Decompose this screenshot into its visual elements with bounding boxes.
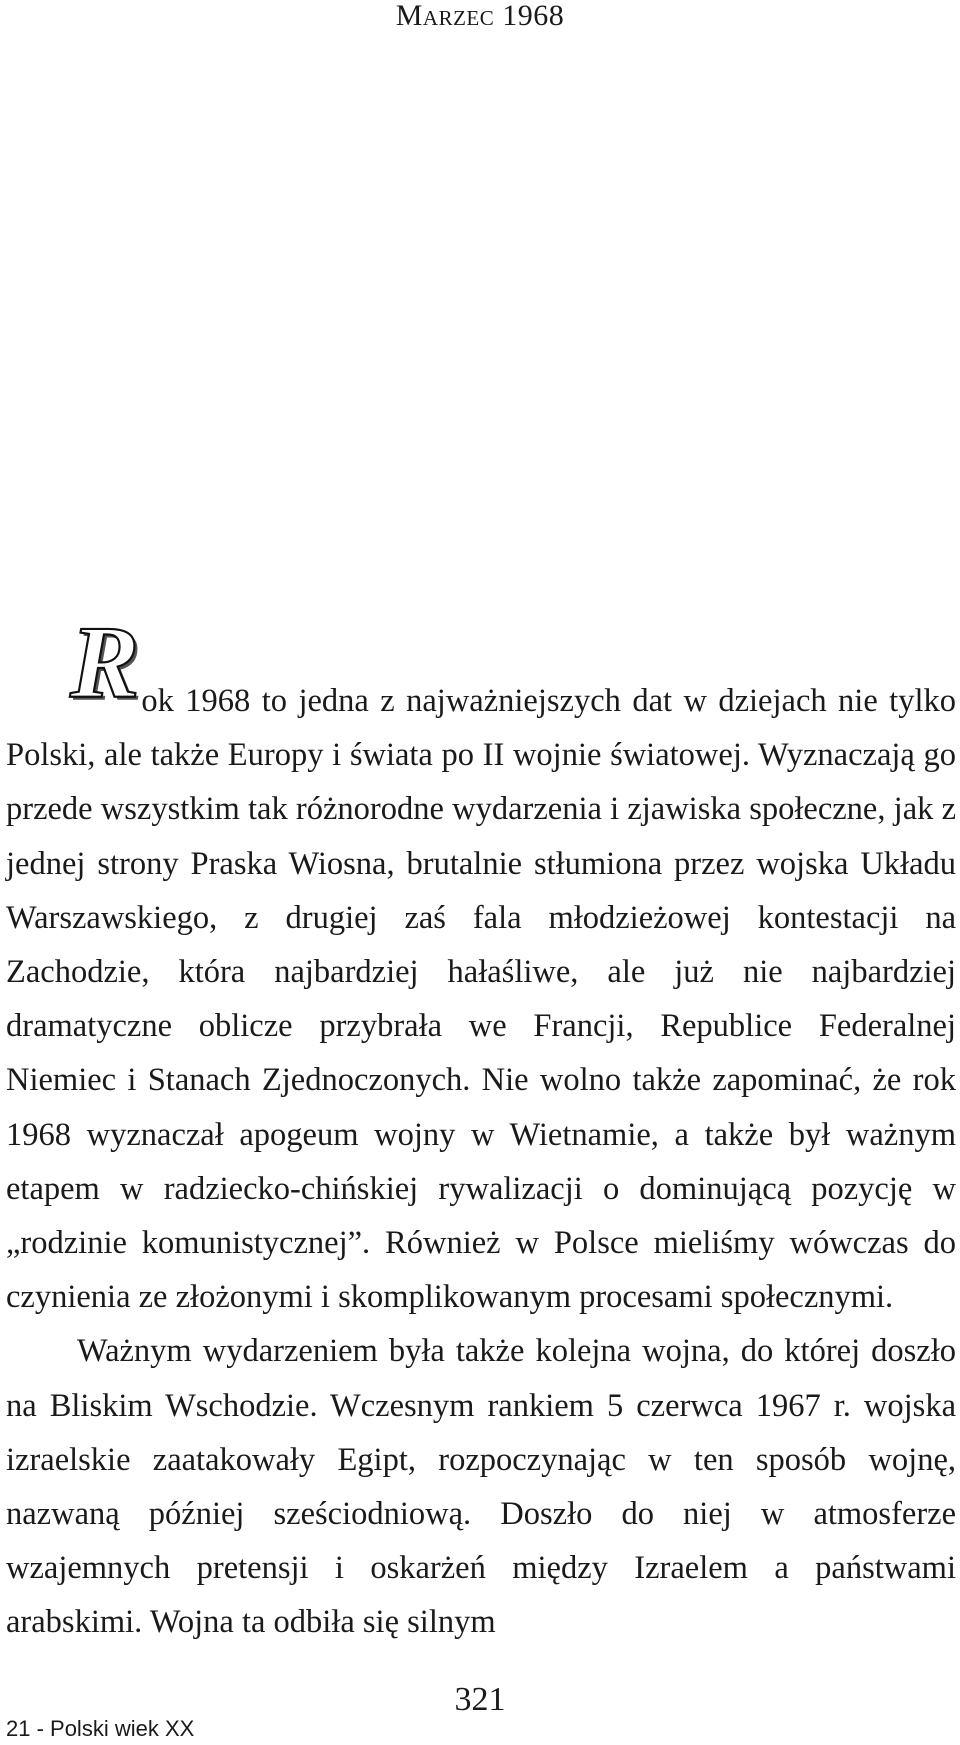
printer-signature: 21 - Polski wiek XX	[6, 1716, 195, 1741]
drop-cap-initial: R	[70, 605, 136, 720]
paragraph-2: Ważnym wydarzeniem była także kolejna wojna, do której doszło na Bliskim Wschodzie. Wczesnym rankiem 5 czerwca 1967 r. wojska izraelskie zaatakowały Egipt, rozpoczynając w ten sposób wojnę, nazwaną później sześciodniową. Doszło do niej w atmosferze wzajemnych pretensji i oskarżeń między Izraelem a państwami arabskimi. Wojna ta odbiła się silnym	[6, 1333, 956, 1641]
running-head: Marzec 1968	[395, 0, 565, 32]
paragraph-1	[6, 605, 956, 1324]
paragraph-1-text: ok 1968 to jedna z najważniejszych dat w dziejach nie tylko Polski, ale także Europy i świata po II wojnie światowej. Wyznaczają go przede wszystkim tak różnorodne wydarzenia i zjawiska społeczne, jak z jednej strony Praska Wiosna, brutalnie stłumiona przez wojska Układu Warszawskiego, z drugiej zaś fala młodzieżowej kontestacji na Zachodzie, która najbardziej hałaśliwe, ale już nie najbardziej dramatyczne oblicze przybrała we Francji, Republice Federalnej Niemiec i Stanach Zjednoczonych. Nie wolno także zapominać, że rok 1968 wyznaczał apogeum wojny w Wietnamie, a także był ważnym etapem w radziecko-chińskiej rywalizacji o dominującą pozycję w „rodzinie komunistycznej”. Również w Polsce mieliśmy wówczas do czynienia ze złożonymi i skomplikowanym procesami społecznymi.	[6, 683, 956, 1316]
body-text	[6, 605, 956, 1650]
page-number: 321	[454, 1681, 506, 1718]
